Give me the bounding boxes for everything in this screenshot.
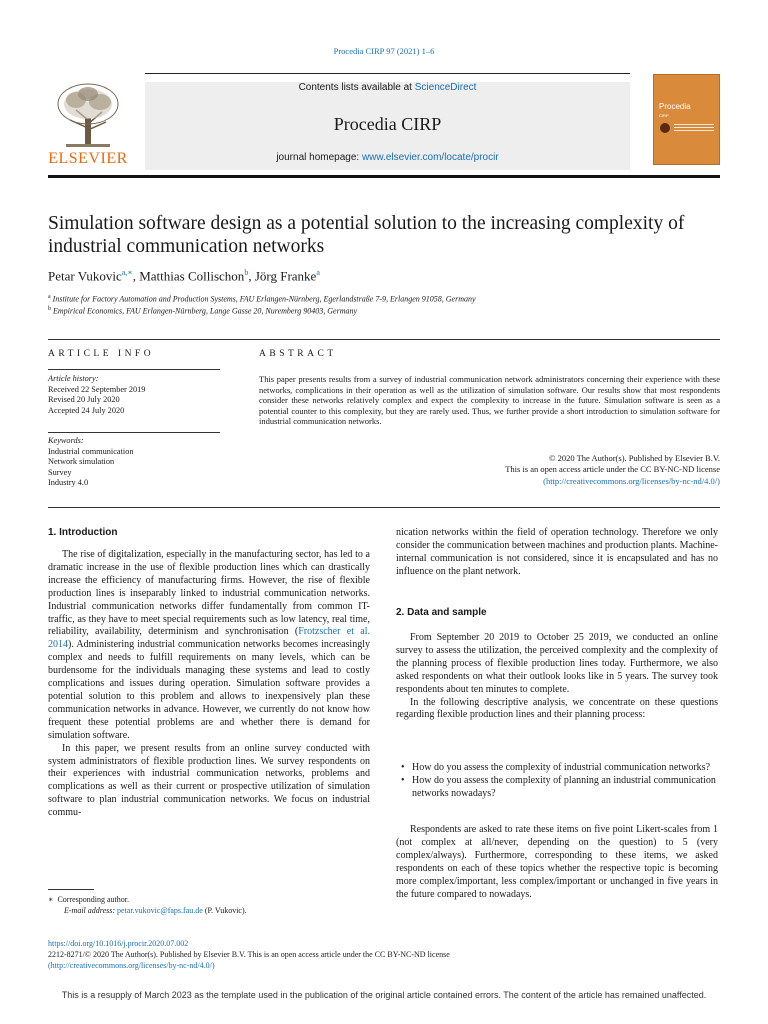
body-rule (48, 507, 720, 508)
header-bottom-rule (48, 175, 720, 178)
author-name[interactable]: Jörg Franke (254, 268, 317, 284)
article-title: Simulation software design as a potential solution to the increasing complexity of industrial communication networks (48, 213, 685, 257)
affiliation (48, 306, 720, 316)
list-item (396, 775, 720, 801)
author-name[interactable]: Petar Vukovic (48, 268, 122, 284)
accepted-date: Accepted 24 July 2020 (48, 405, 125, 415)
keywords-block (48, 436, 220, 489)
abstract-heading: ABSTRACT (259, 349, 337, 359)
cover-subtitle: CIRP (659, 113, 669, 118)
author-name[interactable]: Matthias Collischon (139, 268, 245, 284)
abstract-text: This paper presents results from a survey of industrial communication network administrators concerning their experience with these networks, complications in their operation as well as the utilization of simulation software. Our results show that most respondents consider these networks relatively complex and expect the complexity to increase in the future. Simulation software is seen as a potential counter to this complexity, but they are rarely used. Thus, we further provide a short introduction to simulation software for industrial communication networks. (259, 374, 720, 427)
header-top-rule (145, 73, 630, 74)
footnote-mark: ∗ (48, 895, 54, 904)
abstract-copyright (259, 453, 720, 487)
list-item (396, 762, 720, 775)
author-affil-mark[interactable]: a (316, 268, 320, 277)
left-column (48, 549, 370, 820)
keywords-rule (48, 432, 220, 433)
received-date: Received 22 September 2019 (48, 384, 146, 394)
footnote-email (64, 905, 384, 916)
homepage-line (145, 152, 630, 163)
elsevier-wordmark: ELSEVIER (48, 150, 128, 167)
keyword: Survey (48, 467, 72, 477)
doi-link[interactable]: https://doi.org/10.1016/j.procir.2020.07.002 (48, 939, 189, 948)
journal-cover-thumbnail[interactable] (653, 74, 720, 165)
resupply-note: This is a resupply of March 2023 as the template used in the publication of the original article contained errors. The content of the article has remained unaffected. (61, 990, 707, 1000)
revised-date: Revised 20 July 2020 (48, 395, 120, 405)
email-label: E-mail address: (64, 906, 118, 915)
author-affil-mark[interactable]: a,∗ (121, 268, 133, 277)
homepage-link[interactable]: www.elsevier.com/locate/procir (361, 152, 499, 163)
right-column-section2 (396, 632, 718, 722)
keyword: Industrial communication (48, 446, 134, 456)
keywords-label: Keywords: (48, 436, 84, 445)
license-link[interactable]: (http://creativecommons.org/licenses/by-nc-nd/4.0/) (543, 475, 720, 486)
article-info-heading: ARTICLE INFO (48, 349, 155, 359)
copyright-line: © 2020 The Author(s). Published by Elsevier B.V. (549, 453, 720, 463)
affiliation-text: Institute for Factory Automation and Production Systems, FAU Erlangen-Nürnberg, Egerlandstraße 7-9, Erlangen 91058, Germany (52, 294, 476, 304)
paragraph-text: ). Administering industrial communication networks becomes increasingly complex and needs to fulfill requirements on many levels, which can be burdensome for the individuals managing these systems and lead to costly complications and issues during operation. Simulation software provides a potential solution to this problem and allows to inexpensively plan these communication networks in advance. However, we currently do not know how frequent these potential problems are and whether there is demand for simulation software. (48, 639, 370, 741)
question-list (396, 762, 720, 801)
bullet-icon: • (401, 762, 405, 773)
contents-prefix: Contents lists available at (298, 82, 415, 93)
email-suffix: (P. Vukovic). (202, 906, 247, 915)
article-history (48, 374, 220, 416)
issn-line: 2212-8271/© 2020 The Author(s). Published by Elsevier B.V. This is an open access article under the CC BY-NC-ND license (48, 950, 450, 959)
affiliation-mark: a (48, 294, 51, 300)
body-paragraph (48, 549, 370, 743)
sciencedirect-link[interactable]: ScienceDirect (414, 82, 477, 93)
list-item-text: How do you assess the complexity of planning an industrial communication networks nowadays? (412, 774, 716, 799)
section-heading-introduction: 1. Introduction (48, 527, 118, 538)
corresponding-text: Corresponding author. (57, 895, 129, 904)
author-affil-mark[interactable]: b (244, 268, 249, 277)
journal-title: Procedia CIRP (333, 114, 442, 134)
affiliation-mark: b (48, 306, 51, 312)
paragraph-text: The rise of digitalization, especially in the manufacturing sector, has led to a dramatic increase in the use of flexible production lines which can drastically increase the efficiency of manufacturing firms. However, the rise of flexible production lines is inseparably linked to industrial communication networks. Industrial communication networks differ fundamentally from common IT-traffic, as they have to meet special requirements such as low latency, real time, reliability, availability, determinism and synchronisation ( (48, 549, 370, 638)
body-paragraph: Respondents are asked to rate these items on five point Likert-scales from 1 (not complex at all/never, depending on the question) to 5 (very complex/always). Furthermore, corresponding to these items, we asked respondents on each of these topics whether the respective topic is becoming more complex/important, less complex/important or unchanged in five years in the future compared to nowadays. (396, 824, 718, 900)
body-paragraph: In this paper, we present results from an online survey conducted with system administrators of flexible production lines. We survey respondents on their experiences with industrial communication networks, problems and complications as well as their current or prospective utilization of simulation software to plan industrial communication networks. We focus on industrial commu- (48, 742, 370, 819)
author-list (48, 268, 720, 284)
keyword: Network simulation (48, 457, 115, 467)
license-line: This is an open access article under the CC BY-NC-ND license (505, 464, 720, 475)
bullet-icon: • (401, 774, 405, 786)
cover-title: Procedia (659, 102, 691, 111)
affiliation (48, 294, 720, 304)
body-paragraph: In the following descriptive analysis, we concentrate on these questions regarding flexible production lines and their planning process: (396, 696, 718, 721)
homepage-prefix: journal homepage: (276, 152, 362, 163)
history-label: Article history: (48, 374, 99, 383)
right-column-continuation (396, 527, 718, 579)
body-paragraph: From September 20 2019 to October 25 2019, we conducted an online survey to assess the utilization, the perceived complexity and the complexity of the planning process of flexible production lines today. Furthermore, we also asked respondents on what their outlook looks like in 5 years. The survey took respondents about ten minutes to complete. (396, 632, 718, 695)
section-rule (48, 339, 720, 340)
author-separator: , (248, 268, 255, 284)
list-item-text: How do you assess the complexity of industrial communication networks? (412, 762, 711, 773)
cover-text-lines (674, 124, 714, 132)
keyword: Industry 4.0 (48, 478, 89, 488)
citation-link[interactable]: Frotzscher et al. 2014 (48, 626, 371, 651)
section-heading-data-sample: 2. Data and sample (396, 607, 487, 618)
footnote-corresponding (48, 894, 368, 905)
body-paragraph: nication networks within the field of operation technology. Therefore we only consider the communication between machines and production plants. Machine-internal communication is not considered, since it is encapsulated and has no influence on the plant network. (396, 527, 718, 577)
right-column-likert (396, 824, 718, 901)
bottom-license-link[interactable]: (http://creativecommons.org/licenses/by-nc-nd/4.0/) (48, 961, 215, 970)
footnote-rule (48, 889, 94, 890)
affiliation-text: Empirical Economics, FAU Erlangen-Nürnberg, Lange Gasse 20, Nuremberg 90403, Germany (53, 306, 358, 316)
article-info-rule (48, 369, 220, 370)
email-link[interactable]: petar.vukovic@faps.fau.de (117, 906, 203, 915)
cover-seal-icon (660, 123, 670, 133)
journal-reference[interactable]: Procedia CIRP 97 (2021) 1–6 (333, 46, 435, 56)
author-separator: , (132, 268, 140, 284)
contents-line (145, 82, 630, 93)
